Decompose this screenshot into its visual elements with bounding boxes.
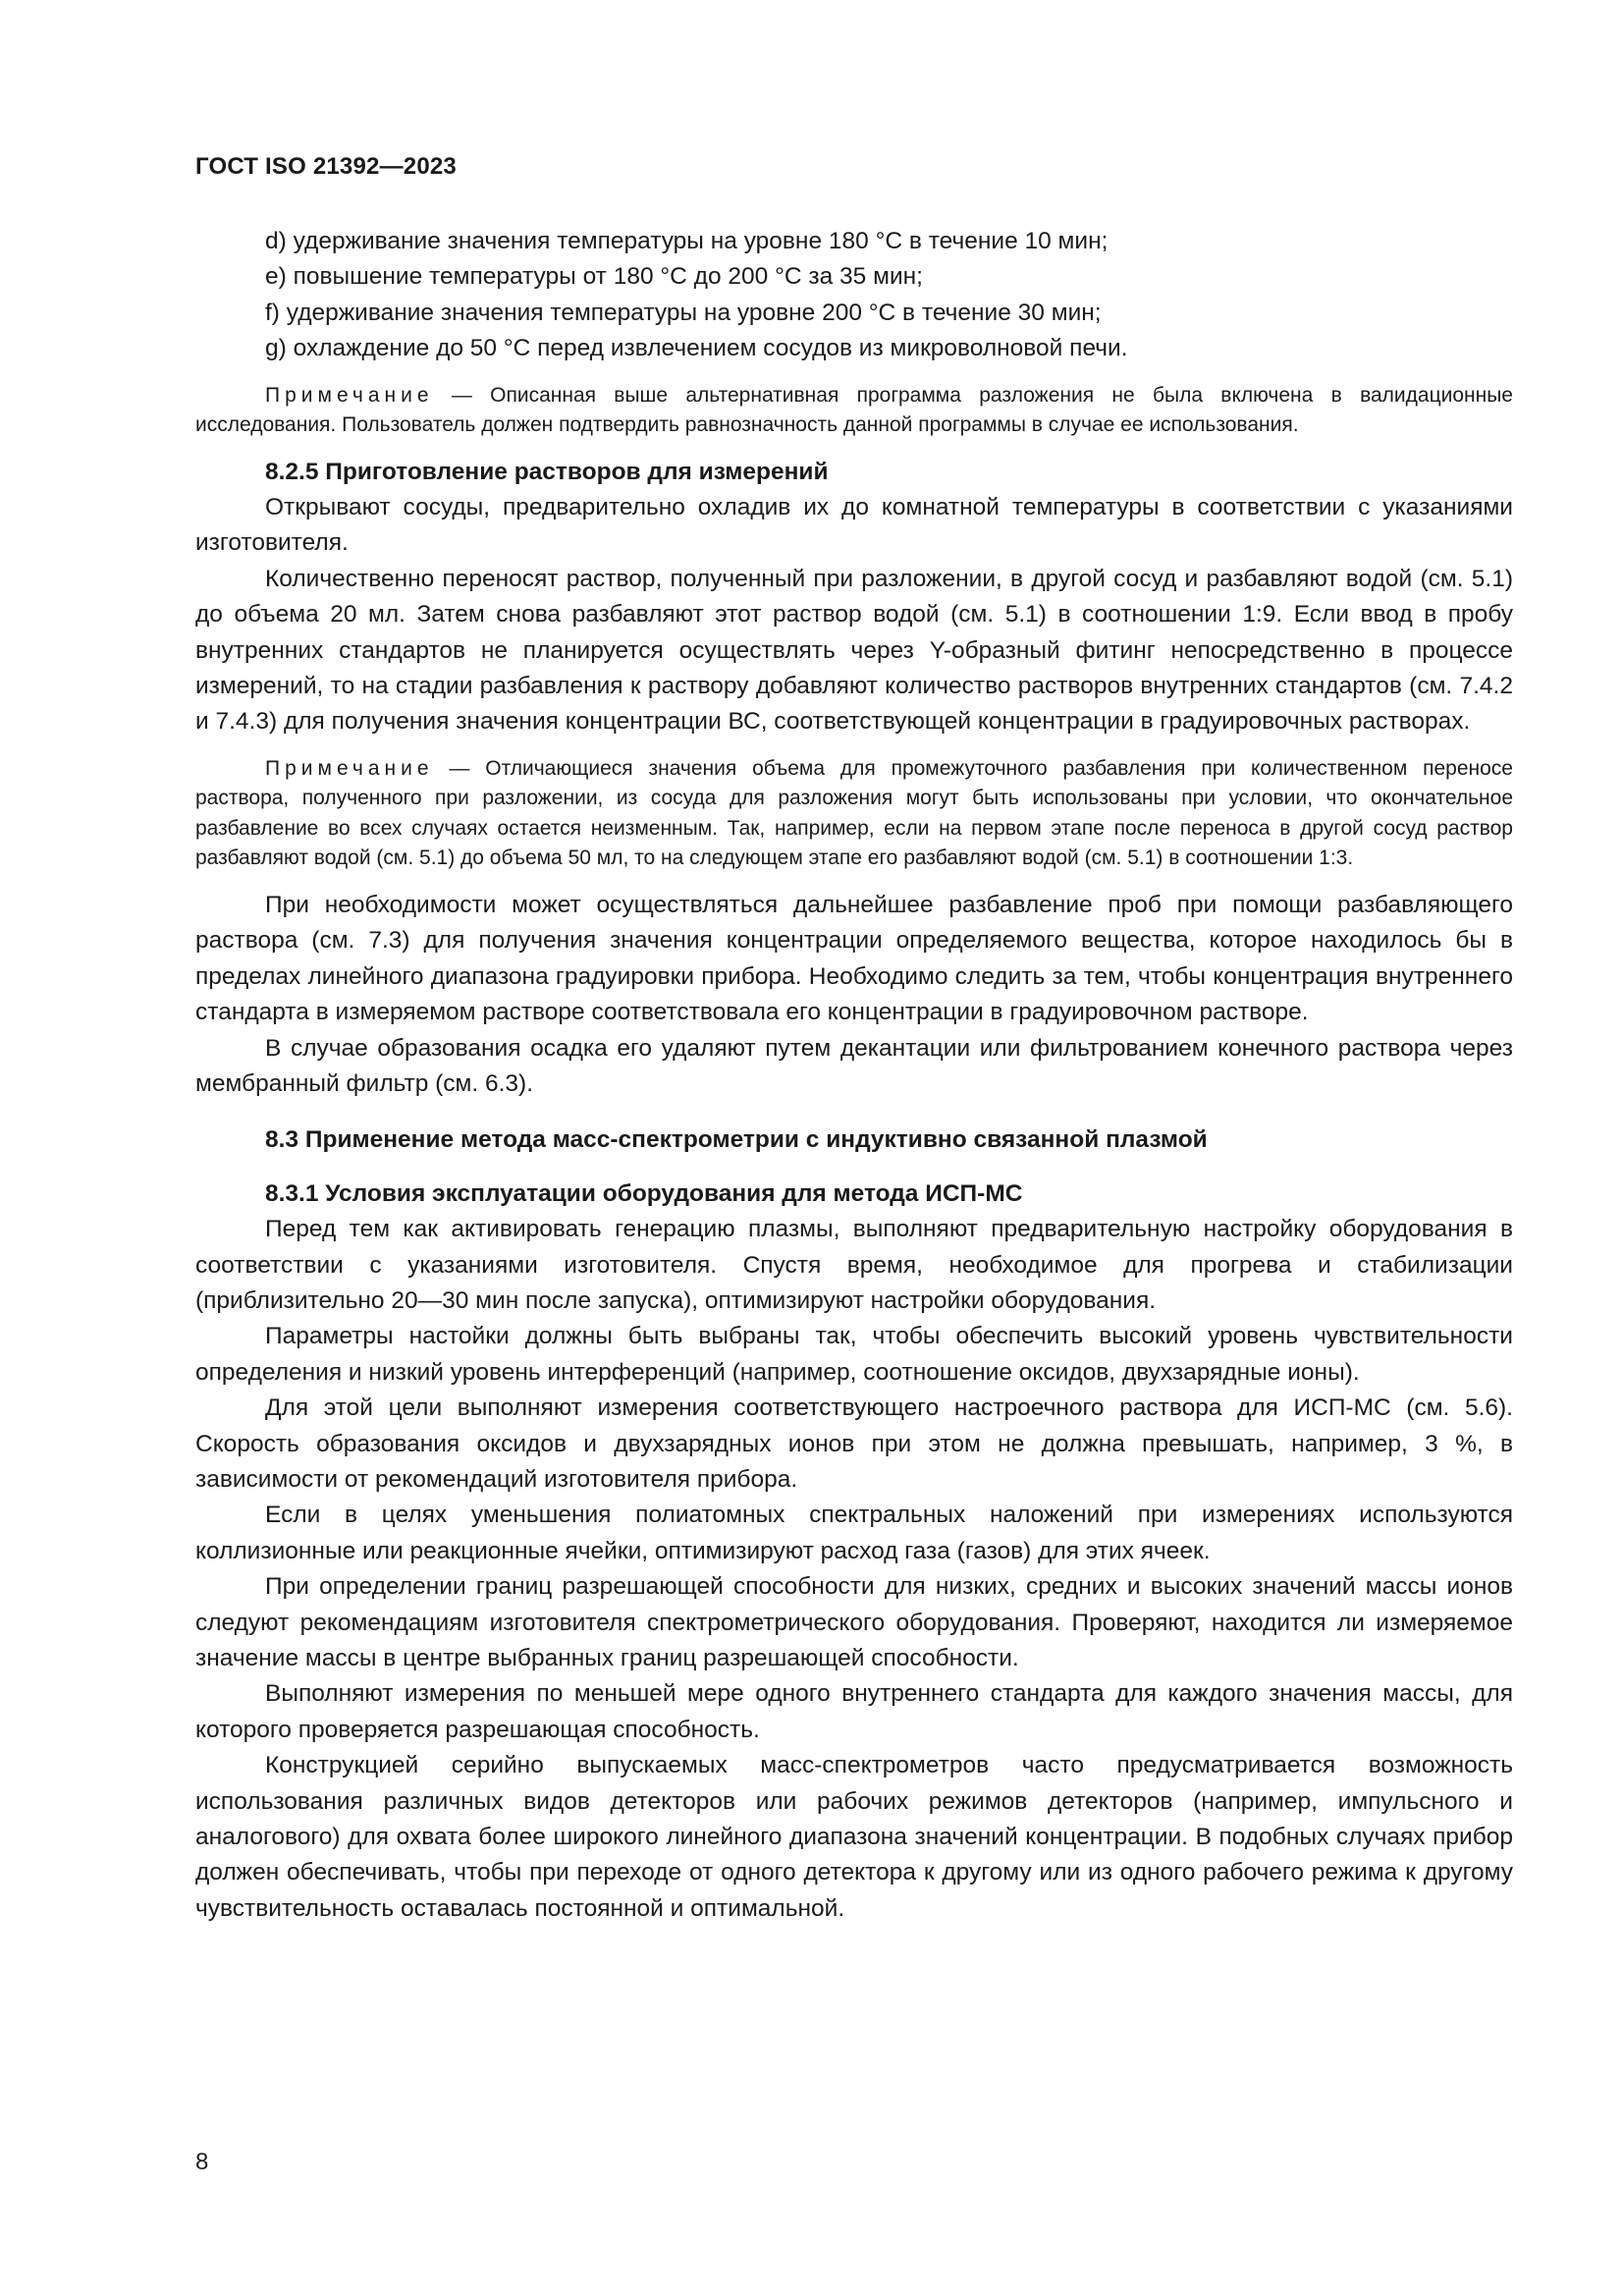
paragraph: Открывают сосуды, предварительно охладив их до комнатной температуры в соответствии с указаниями изготовителя. [195, 494, 1513, 557]
list-item: f) удерживание значения температуры на уровне 200 °С в течение 30 мин; [265, 299, 1102, 326]
paragraph: Выполняют измерения по меньшей мере одного внутреннего стандарта для каждого значения массы, для которого проверяется разрешающая способность. [195, 1680, 1513, 1743]
list-item: g) охлаждение до 50 °С перед извлечением сосудов из микроволновой печи. [265, 335, 1128, 362]
paragraph: В случае образования осадка его удаляют путем декантации или фильтрованием конечного раствора через мембранный фильтр (см. 6.3). [195, 1034, 1513, 1097]
note [195, 754, 1513, 874]
note [195, 381, 1513, 441]
list-item: e) повышение температуры от 180 °С до 200 °С за 35 мин; [265, 263, 923, 291]
paragraph: Количественно переносят раствор, полученный при разложении, в другой сосуд и разбавляют водой (см. 5.1) до объема 20 мл. Затем снова разбавляют этот раствор водой (см. 5.1) в соотношении 1:9. Если ввод в пробу внутренних стандартов не планируется осуществлять через Y-образный фитинг непосредственно в процессе измерений, то на стадии разбавления к раствору добавляют количество растворов внутренних стандартов (см. 7.4.2 и 7.4.3) для получения значения концентрации ВС, соответствующей концентрации в градуировочных растворах. [195, 565, 1513, 736]
paragraph: Параметры настойки должны быть выбраны так, чтобы обеспечить высокий уровень чувствительности определения и низкий уровень интерференций (например, соотношение оксидов, двухзарядные ионы). [195, 1323, 1513, 1386]
page-content [195, 224, 1513, 1927]
note-text: — Отличающиеся значения объема для промежуточного разбавления при количественном переносе раствора, полученного при разложении, из сосуда для разложения могут быть использованы при условии, что окончательное разбавление во всех случаях остается неизменным. Так, например, если на первом этапе после переноса в другой сосуд раствор разбавляют водой (см. 5.1) до объема 50 мл, то на следующем этапе его разбавляют водой (см. 5.1) в соотношении 1:3. [195, 756, 1513, 870]
paragraph: При определении границ разрешающей способности для низких, средних и высоких значений массы ионов следуют рекомендациям изготовителя спектрометрического оборудования. Проверяют, находится ли измеряемое значение массы в центре выбранных границ разрешающей способности. [195, 1573, 1513, 1671]
section-heading: 8.3 Применение метода масс-спектрометрии с индуктивно связанной плазмой [265, 1126, 1208, 1154]
note-label: Примечание [265, 383, 434, 407]
paragraph: Конструкцией серийно выпускаемых масс-спектрометров часто предусматривается возможность использования различных видов детекторов или рабочих режимов детекторов (например, импульсного и аналогового) для охвата более широкого линейного диапазона значений концентрации. В подобных случаях прибор должен обеспечивать, чтобы при переходе от одного детектора к другому или из одного рабочего режима к другому чувствительность оставалась постоянной и оптимальной. [195, 1752, 1513, 1922]
section-heading: 8.2.5 Приготовление растворов для измерений [265, 458, 829, 485]
paragraph: Если в целях уменьшения полиатомных спектральных наложений при измерениях используются коллизионные или реакционные ячейки, оптимизируют расход газа (газов) для этих ячеек. [195, 1502, 1513, 1564]
paragraph: При необходимости может осуществляться дальнейшее разбавление проб при помощи разбавляющего раствора (см. 7.3) для получения значения концентрации определяемого вещества, которое находилось бы в пределах линейного диапазона градуировки прибора. Необходимо следить за тем, чтобы концентрация внутреннего стандарта в измеряемом растворе соответствовала его концентрации в градуировочном растворе. [195, 891, 1513, 1026]
note-text: — Описанная выше альтернативная программа разложения не была включена в валидационные исследования. Пользователь должен подтвердить равнозначность данной программы в случае ее использования. [195, 383, 1513, 437]
note-label: Примечание [265, 756, 434, 780]
document-header: ГОСТ ISO 21392—2023 [195, 153, 457, 180]
list-item: d) удерживание значения температуры на уровне 180 °С в течение 10 мин; [265, 228, 1109, 254]
page-number: 8 [195, 2149, 209, 2175]
paragraph: Для этой цели выполняют измерения соответствующего настроечного раствора для ИСП-МС (см. 5.6). Скорость образования оксидов и двухзарядных ионов при этом не должна превышать, например, 3 %, в зависимости от рекомендаций изготовителя прибора. [195, 1394, 1513, 1493]
paragraph: Перед тем как активировать генерацию плазмы, выполняют предварительную настройку оборудования в соответствии с указаниями изготовителя. Спустя время, необходимое для прогрева и стабилизации (приблизительно 20—30 мин после запуска), оптимизируют настройки оборудования. [195, 1216, 1513, 1314]
section-heading: 8.3.1 Условия эксплуатации оборудования для метода ИСП-МС [265, 1179, 1023, 1207]
